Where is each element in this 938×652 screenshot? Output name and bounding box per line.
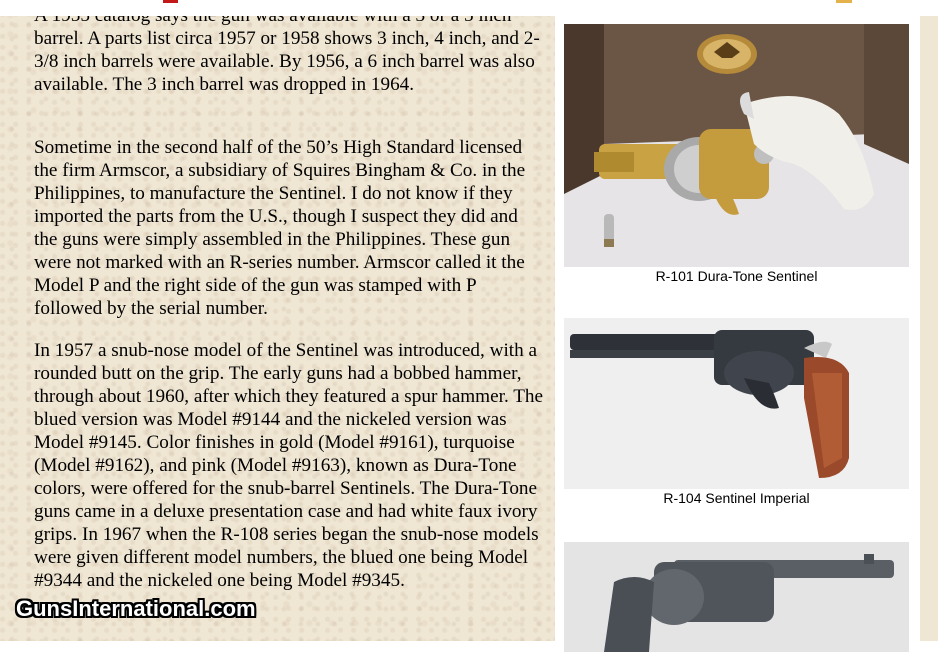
photo-sentinel-imperial[interactable] <box>564 318 909 489</box>
revolver-image <box>564 542 909 652</box>
article-paragraph: barrel. A parts list circa 1957 or 1958 shows 3 inch, 4 inch, and 2-3/8 inch barrels were available. By 1956, a 6 inch barrel was also available. The 3 inch barrel was dropped in 1964. <box>34 28 540 95</box>
image-gallery-column <box>555 0 920 641</box>
red-marker <box>163 0 178 3</box>
photo-caption: R-104 Sentinel Imperial <box>663 490 810 506</box>
watermark-logo: GunsInternational.com <box>16 596 256 621</box>
article-paragraph: In 1957 a snub-nose model of the Sentinel was introduced, with a rounded butt on the grip. The early guns had a bobbed hammer, through about 1960, after which they featured a spur hammer. The blued version was Model #9144 and the nickeled version was Model #9145. Color finishes in gold (Model #9161), turquoise (Model #9162), and pink (Model #9163), known as Dura-Tone colors, were offered for the snub-barrel Sentinels. The Dura-Tone guns came in a deluxe presentation case and had white faux ivory grips. In 1967 when the R-108 series began the snub-nose models were given different model numbers, the blued one being Model #9344 and the nickeled one being Model #9345. <box>34 340 544 591</box>
top-bar <box>0 0 938 16</box>
article-paragraph: Sometime in the second half of the 50’s High Standard licensed the firm Armscor, a subsidiary of Squires Bingham & Co. in the Philippines, to manufacture the Sentinel. I do not know if they imported the parts from the U.S., though I suspect they did and the guns were simply assembled in the Philippines. These gun were not marked with an R-series number. Armscor called it the Model P and the right side of the gun was stamped with P followed by the serial number. <box>34 137 526 319</box>
photo-caption: R-101 Dura-Tone Sentinel <box>655 268 818 284</box>
right-margin-strip <box>920 0 938 641</box>
photo-dura-tone-sentinel[interactable] <box>564 24 909 267</box>
revolver-image <box>564 24 909 267</box>
photo-revolver-3[interactable] <box>564 542 909 652</box>
gold-marker <box>836 0 852 3</box>
revolver-image <box>564 318 909 489</box>
